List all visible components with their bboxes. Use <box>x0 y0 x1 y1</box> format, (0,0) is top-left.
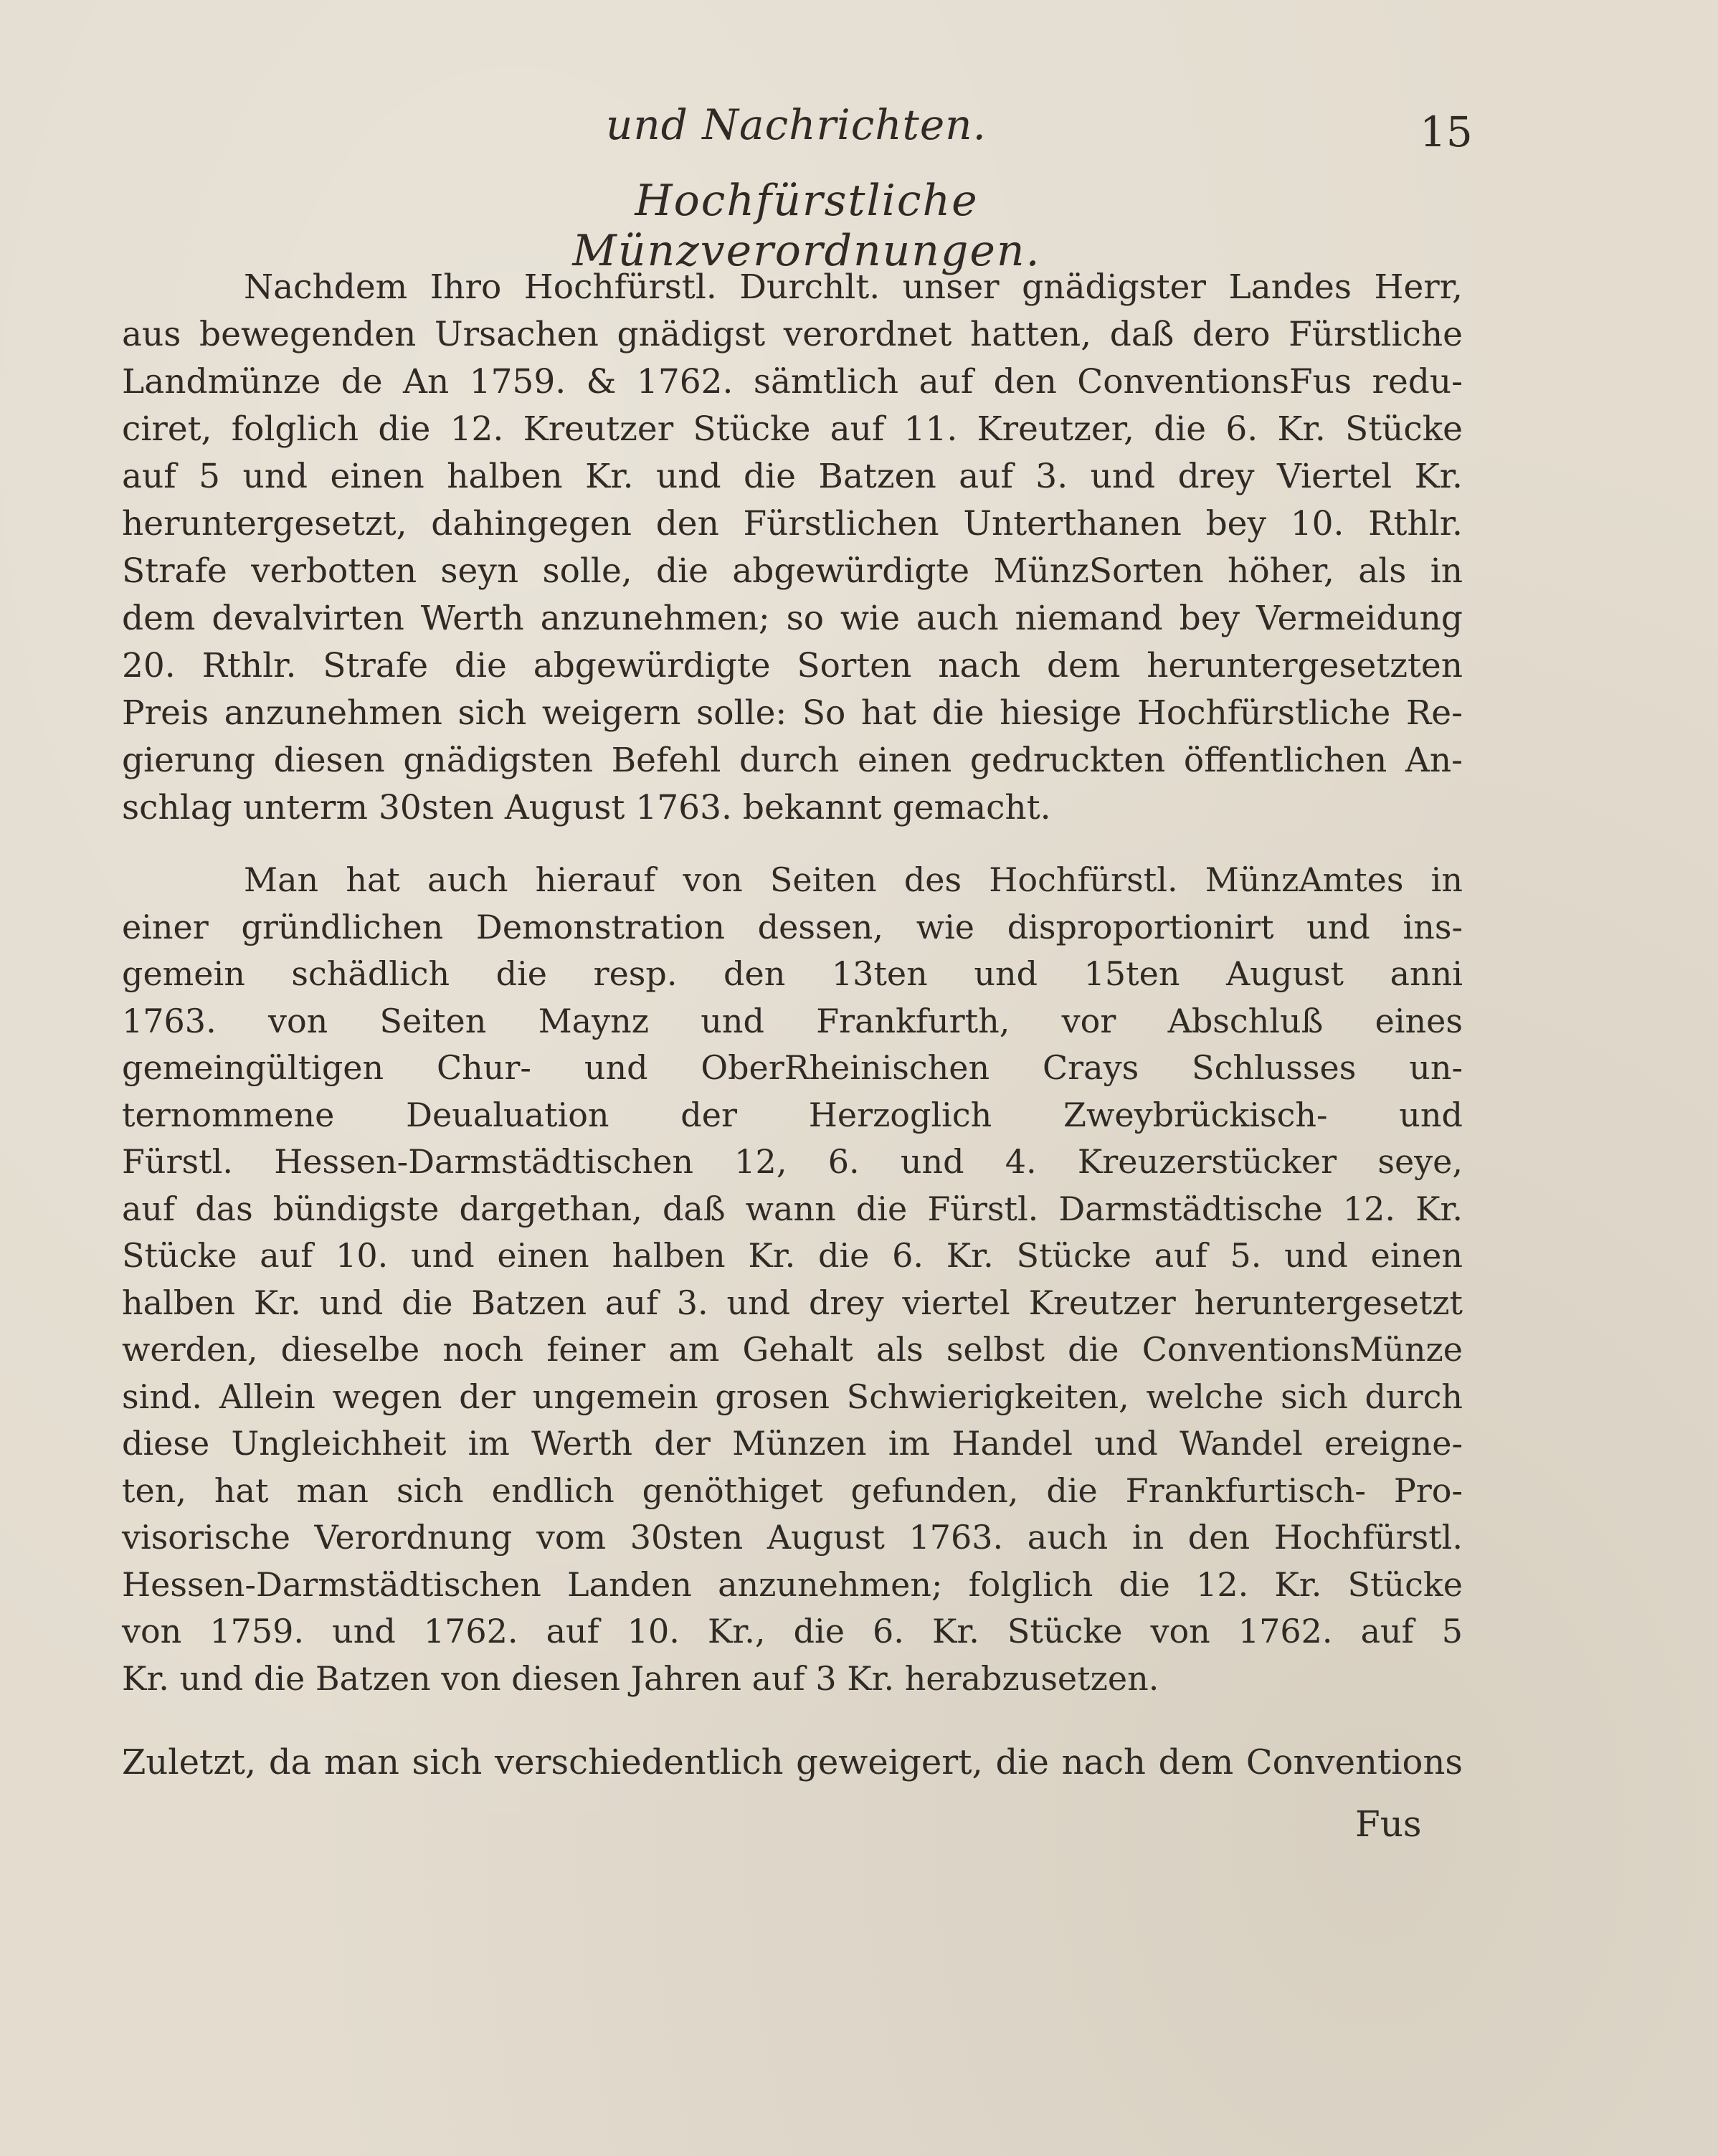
text-line: schlag unterm 30sten August 1763. bekannt gemacht. <box>122 788 1051 827</box>
text-line: Stücke auf 10. und einen halben Kr. die 6. Kr. Stücke auf 5. und einen <box>122 1236 1463 1275</box>
text-line: gemeingültigen Chur- und OberRheinischen Crays Schlusses un- <box>122 1048 1463 1087</box>
text-line: Preis anzunehmen sich weigern solle: So hat die hiesige Hochfürstliche Re- <box>122 693 1463 733</box>
text-line: Nachdem Ihro Hochfürstl. Durchlt. unser gnädigster Landes Herr, <box>244 267 1463 307</box>
text-line: sind. Allein wegen der ungemein grosen Schwierigkeiten, welche sich durch <box>122 1377 1463 1416</box>
text-line: visorische Verordnung vom 30sten August 1763. auch in den Hochfürstl. <box>122 1518 1463 1557</box>
running-title: und Nachrichten. <box>606 100 987 149</box>
text-line: von 1759. und 1762. auf 10. Kr., die 6. Kr. Stücke von 1762. auf 5 <box>122 1612 1463 1651</box>
text-line: ciret, folglich die 12. Kreutzer Stücke auf 11. Kreutzer, die 6. Kr. Stücke <box>122 409 1463 449</box>
text-line: Man hat auch hierauf von Seiten des Hochfürstl. MünzAmtes in <box>244 860 1463 899</box>
text-line: diese Ungleichheit im Werth der Münzen im Handel und Wandel ereigne- <box>122 1424 1463 1463</box>
text-line: Kr. und die Batzen von diesen Jahren auf 3 Kr. herabzusetzen. <box>122 1658 1159 1698</box>
text-line: Zuletzt, da man sich verschiedentlich geweigert, die nach dem Conventions <box>122 1742 1463 1782</box>
text-line: gierung diesen gnädigsten Befehl durch einen gedruckten öffentlichen An- <box>122 741 1463 780</box>
paragraph-2 <box>122 857 1463 1702</box>
text-line: Hessen-Darmstädtischen Landen anzunehmen; folglich die 12. Kr. Stücke <box>122 1564 1463 1604</box>
text-line: ternommene Deualuation der Herzoglich Zweybrückisch- und <box>122 1095 1463 1134</box>
text-line: 20. Rthlr. Strafe die abgewürdigte Sorten nach dem heruntergesetzten <box>122 646 1463 685</box>
text-line: Landmünze de An 1759. & 1762. sämtlich auf den ConventionsFus redu- <box>122 362 1463 402</box>
text-line: auf 5 und einen halben Kr. und die Batzen auf 3. und drey Viertel Kr. <box>122 457 1463 496</box>
paragraph-1 <box>122 264 1463 832</box>
section-heading: Hochfürstliche Münzverordnungen. <box>572 176 1041 276</box>
text-line: einer gründlichen Demonstration dessen, wie disproportionirt und ins- <box>122 907 1463 946</box>
text-line: aus bewegenden Ursachen gnädigst verordnet hatten, daß dero Fürstliche <box>122 315 1463 354</box>
page-number: 15 <box>1420 108 1473 156</box>
text-line: heruntergesetzt, dahingegen den Fürstlichen Unterthanen bey 10. Rthlr. <box>122 504 1463 543</box>
text-line: Fürstl. Hessen-Darmstädtischen 12, 6. und 4. Kreuzerstücker seye, <box>122 1142 1463 1181</box>
text-line: auf das bündigste dargethan, daß wann die Fürstl. Darmstädtische 12. Kr. <box>122 1189 1463 1228</box>
text-line: halben Kr. und die Batzen auf 3. und drey viertel Kreutzer heruntergesetzt <box>122 1283 1463 1322</box>
text-line: ten, hat man sich endlich genöthiget gefunden, die Frankfurtisch- Pro- <box>122 1471 1463 1510</box>
text-line: Strafe verbotten seyn solle, die abgewürdigte MünzSorten höher, als in <box>122 551 1463 591</box>
text-line: gemein schädlich die resp. den 13ten und 15ten August anni <box>122 954 1463 993</box>
text-line: werden, dieselbe noch feiner am Gehalt als selbst die ConventionsMünze <box>122 1330 1463 1369</box>
text-line: dem devalvirten Werth anzunehmen; so wie auch niemand bey Vermeidung <box>122 599 1463 638</box>
paragraph-3 <box>122 1739 1463 1786</box>
text-line: 1763. von Seiten Maynz und Frankfurth, vor Abschluß eines <box>122 1001 1463 1040</box>
catchword: Fus <box>1355 1803 1422 1845</box>
